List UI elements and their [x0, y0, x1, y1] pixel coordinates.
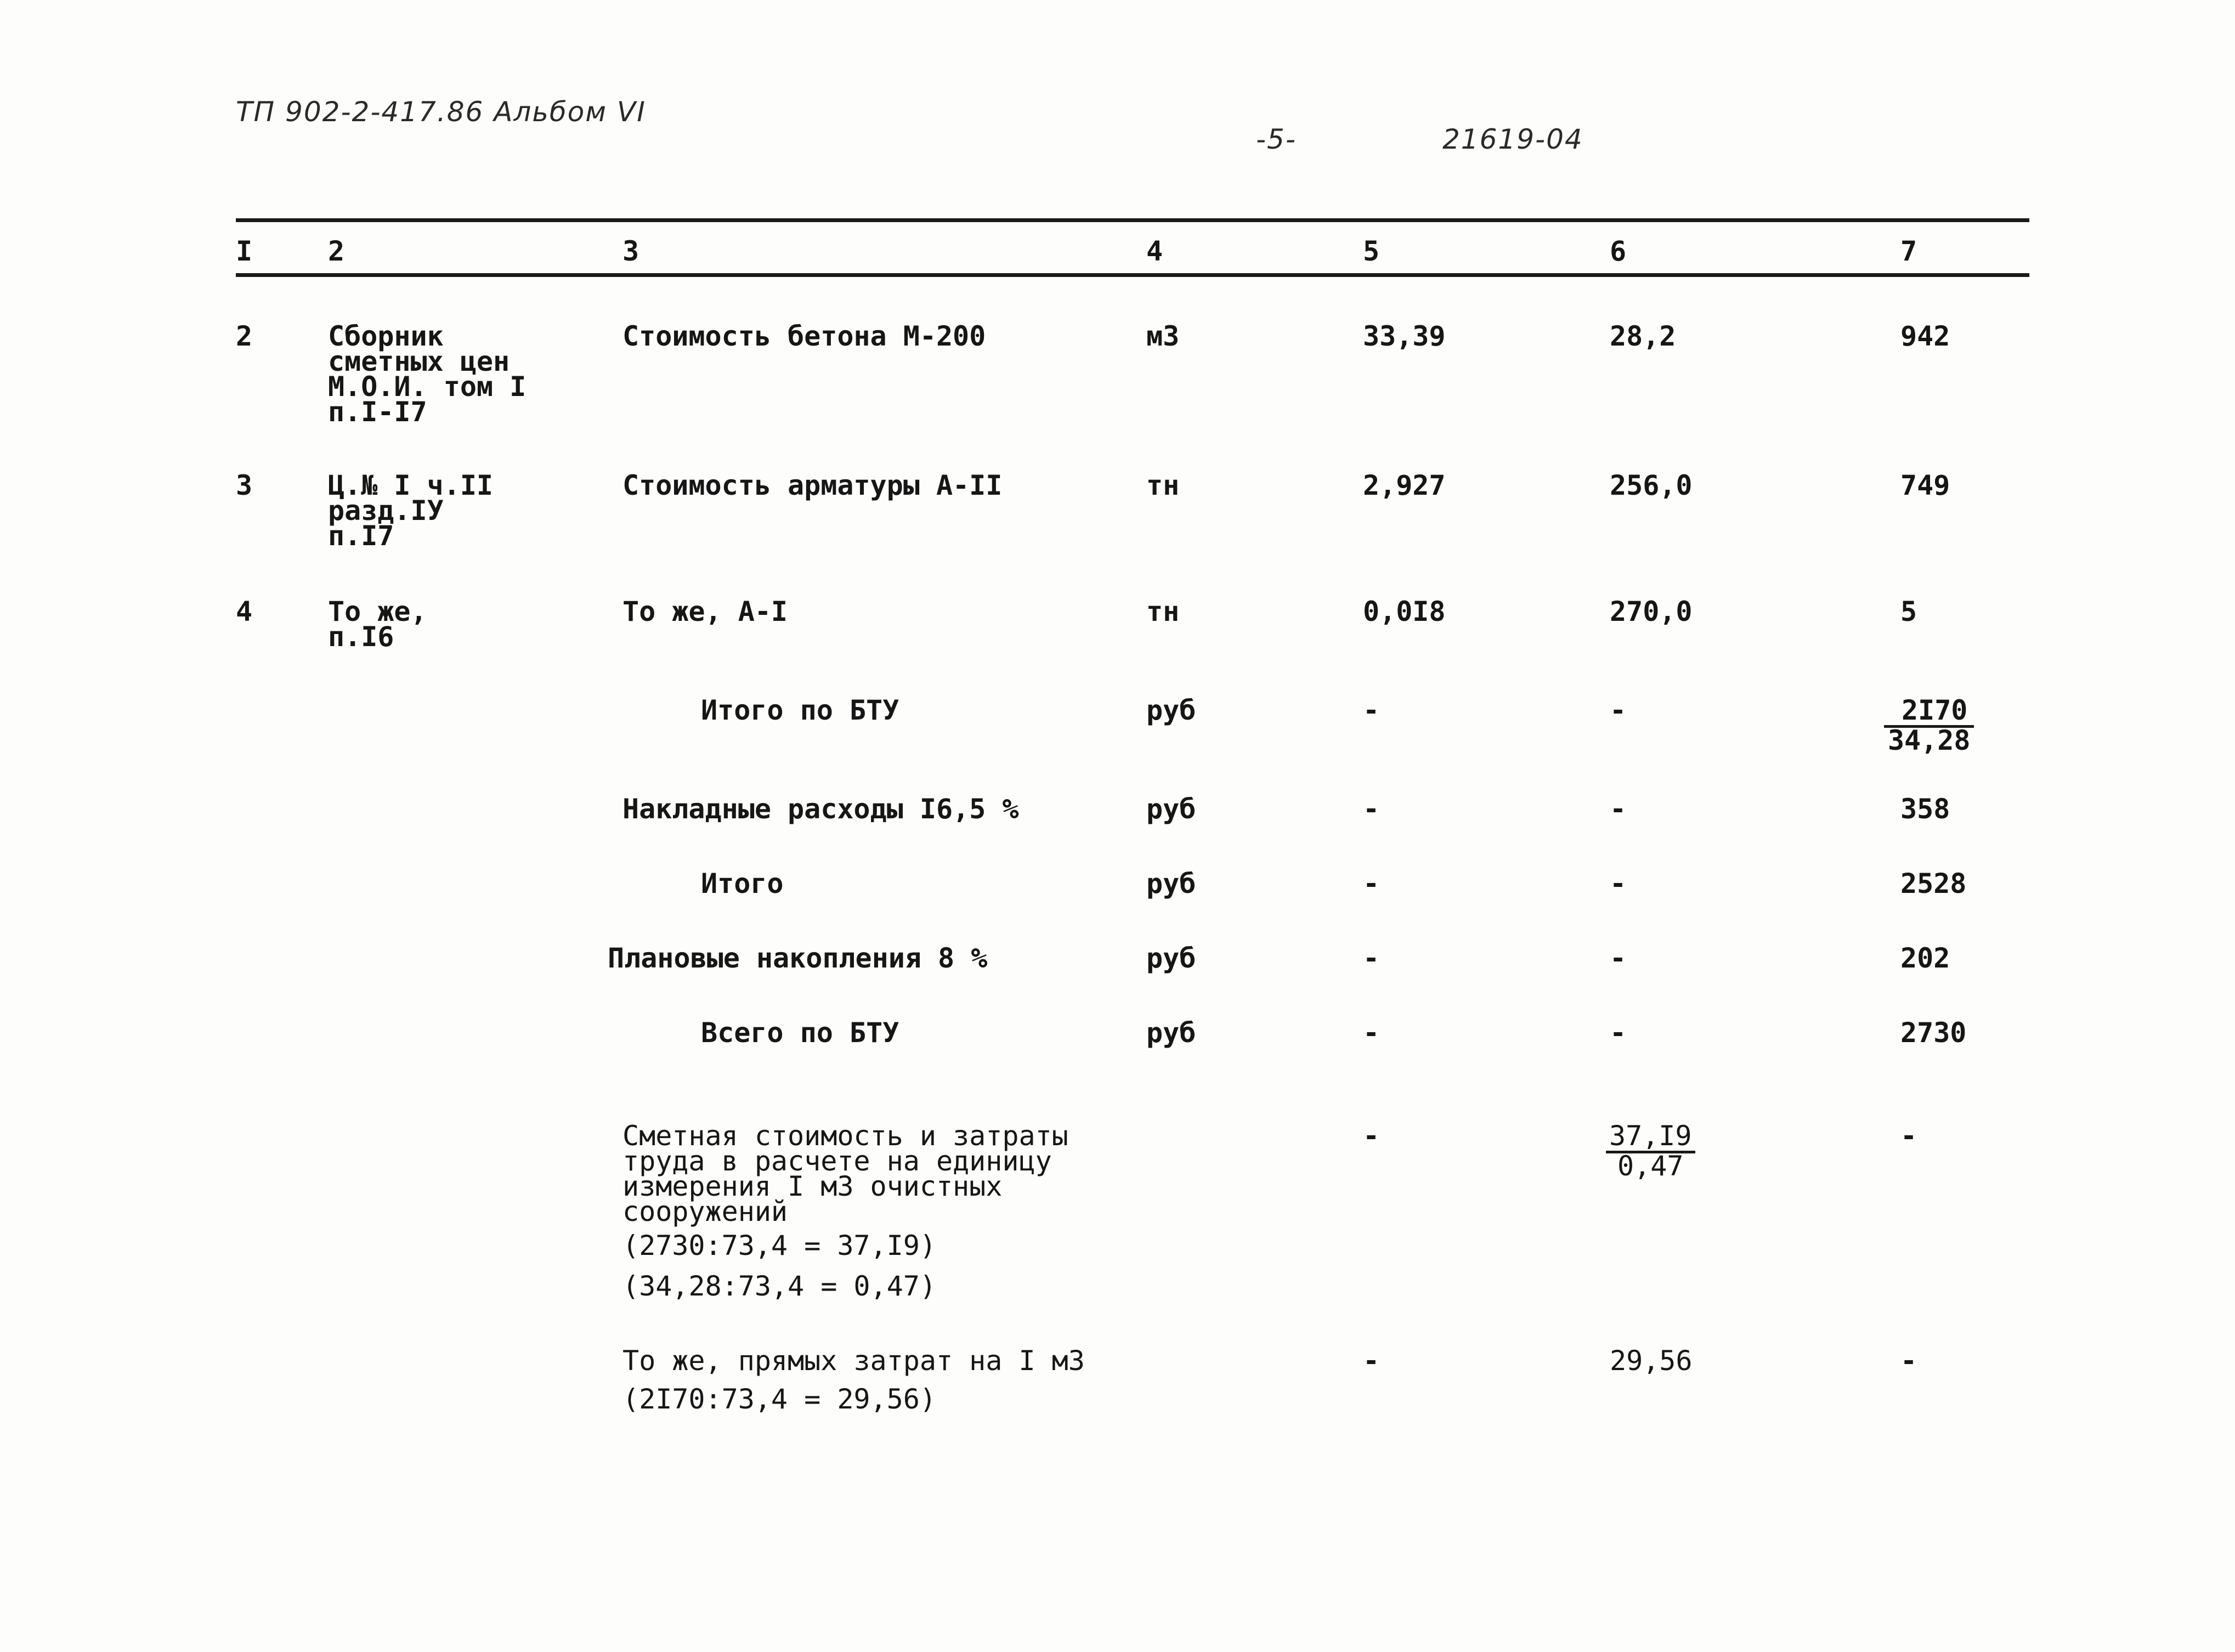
direct-cost-text: То же, прямых затрат на I м3: [623, 1345, 1085, 1377]
row-source: Сборник сметных цен М.О.И. том I п.I-I7: [328, 320, 527, 428]
summary-price: -: [1610, 942, 1627, 974]
table-top-rule: [236, 218, 2029, 222]
col-header-3: 3: [623, 235, 640, 267]
row-total: 5: [1900, 596, 1917, 627]
row-price: 270,0: [1610, 596, 1693, 627]
summary-unit: руб: [1146, 1017, 1196, 1049]
summary-qty: -: [1363, 868, 1380, 899]
direct-cost-price: 29,56: [1610, 1345, 1693, 1377]
summary-price: -: [1610, 868, 1627, 899]
row-unit: м3: [1146, 320, 1180, 352]
summary-qty: -: [1363, 694, 1380, 726]
unit-cost-price-denominator: 0,47: [1617, 1150, 1684, 1182]
row-price: 256,0: [1610, 469, 1693, 501]
row-qty: 2,927: [1363, 469, 1446, 501]
col-header-6: 6: [1610, 235, 1627, 267]
row-number: 4: [236, 596, 253, 627]
summary-qty: -: [1363, 942, 1380, 974]
row-name: То же, А-I: [623, 596, 788, 627]
summary-unit: руб: [1146, 793, 1196, 825]
summary-price: -: [1610, 1017, 1627, 1049]
row-unit: тн: [1146, 469, 1180, 501]
summary-total-denominator: 34,28: [1887, 725, 1971, 756]
col-header-2: 2: [328, 235, 345, 267]
direct-cost-calc: (2I70:73,4 = 29,56): [623, 1383, 936, 1415]
unit-cost-total: -: [1900, 1120, 1917, 1152]
direct-cost-qty: -: [1363, 1345, 1380, 1377]
summary-total: 202: [1900, 942, 1950, 974]
row-number: 2: [236, 320, 253, 352]
row-name: Стоимость арматуры А-II: [623, 469, 1003, 501]
summary-total-fraction: [1884, 694, 1974, 756]
summary-qty: -: [1363, 793, 1380, 825]
summary-total: 2730: [1900, 1017, 1967, 1049]
summary-price: -: [1610, 793, 1627, 825]
unit-cost-qty: -: [1363, 1120, 1380, 1152]
row-qty: 0,0I8: [1363, 596, 1446, 627]
summary-unit: руб: [1146, 942, 1196, 974]
row-number: 3: [236, 469, 253, 501]
summary-total: 358: [1900, 793, 1950, 825]
summary-unit: руб: [1146, 868, 1196, 899]
summary-total-numerator: 2I70: [1884, 698, 1974, 728]
row-source: То же, п.I6: [328, 596, 427, 653]
album-reference: ТП 902-2-417.86 Альбом VI: [236, 96, 646, 128]
row-total: 942: [1900, 320, 1950, 352]
page-number: -5-: [1256, 123, 1297, 155]
row-price: 28,2: [1610, 320, 1676, 352]
summary-price: -: [1610, 694, 1627, 726]
row-unit: тн: [1146, 596, 1180, 627]
col-header-4: 4: [1146, 235, 1163, 267]
table-header-rule: [236, 273, 2029, 277]
row-source: Ц.№ I ч.II разд.IУ п.I7: [328, 469, 494, 552]
unit-cost-text: Сметная стоимость и затраты труда в расчете на единицу измерения I м3 очистных сооружений: [623, 1120, 1068, 1227]
summary-name: Плановые накопления 8 %: [608, 942, 988, 974]
unit-cost-price-fraction: [1606, 1120, 1695, 1182]
unit-cost-calc-2: (34,28:73,4 = 0,47): [623, 1270, 936, 1302]
row-total: 749: [1900, 469, 1950, 501]
col-header-5: 5: [1363, 235, 1380, 267]
summary-name: Накладные расходы I6,5 %: [623, 793, 1019, 825]
summary-name: Итого по БТУ: [701, 694, 899, 726]
summary-name: Всего по БТУ: [701, 1017, 899, 1049]
summary-qty: -: [1363, 1017, 1380, 1049]
unit-cost-price-numerator: 37,I9: [1606, 1123, 1695, 1153]
summary-name: Итого: [701, 868, 784, 899]
col-header-1: I: [236, 235, 253, 267]
summary-unit: руб: [1146, 694, 1196, 726]
row-qty: 33,39: [1363, 320, 1446, 352]
document-code: 21619-04: [1442, 123, 1583, 155]
unit-cost-calc-1: (2730:73,4 = 37,I9): [623, 1230, 936, 1261]
summary-total: 2528: [1900, 868, 1967, 899]
row-name: Стоимость бетона М-200: [623, 320, 986, 352]
direct-cost-total: -: [1900, 1345, 1917, 1377]
col-header-7: 7: [1900, 235, 1917, 267]
